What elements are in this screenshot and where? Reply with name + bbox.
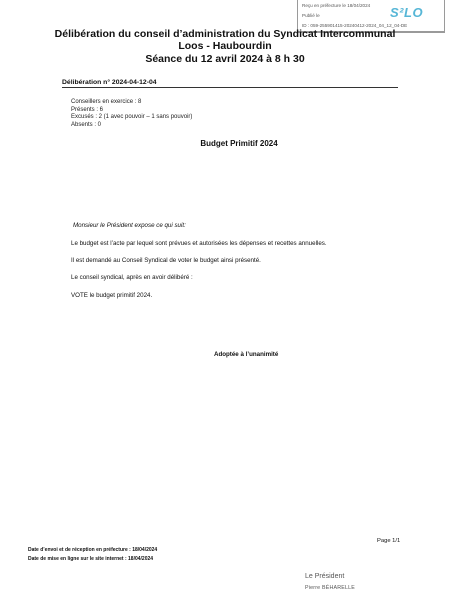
signer-role: Le Président: [305, 573, 345, 580]
page-number: Page 1/1: [377, 538, 401, 544]
body-intro: Monsieur le Président expose ce qui suit:: [73, 222, 186, 229]
body-paragraph-4: VOTE le budget primitif 2024.: [71, 292, 153, 299]
deliberation-number: Délibération n° 2024-04-12-04: [62, 79, 157, 86]
header-title: Délibération du conseil d’administration du Syndicat Intercommunal: [54, 28, 396, 40]
stamp-received: Reçu en préfecture le 18/04/2024: [302, 3, 371, 8]
body-paragraph-2: Il est demandé au Conseil Syndical de voter le budget ainsi présenté.: [71, 257, 261, 264]
divider: [62, 87, 398, 88]
header-location: Loos - Haubourdin: [178, 40, 272, 52]
excused-count: Excusés : 2 (1 avec pouvoir – 1 sans pouvoir): [71, 114, 193, 121]
body-paragraph-1: Le budget est l’acte par lequel sont prévues et autorisées les dépenses et recettes annuelles.: [71, 240, 327, 247]
adoption-result: Adoptée à l’unanimité: [214, 351, 279, 358]
header-session: Séance du 12 avril 2024 à 8 h 30: [145, 53, 305, 65]
body-paragraph-3: Le conseil syndical, après en avoir délibéré :: [71, 274, 193, 281]
attendance-block: [71, 99, 192, 129]
slo-logo-icon: S²LO: [390, 5, 424, 20]
stamp-id: ID : 059-255901415-20240412-2024_04_12_04-DE: [302, 23, 408, 28]
absent-count: Absents : 0: [71, 121, 102, 128]
councillors-in-office: Conseillers en exercice : 8: [71, 99, 142, 105]
footer-online-date: Date de mise en ligne sur le site internet : 18/04/2024: [28, 556, 154, 562]
subject-title: Budget Primitif 2024: [200, 139, 278, 148]
present-count: Présents : 6: [71, 106, 104, 113]
signer-name: Pierre BÉHARELLE: [305, 585, 356, 591]
footer-sent-date: Date d’envoi et de réception en préfecture : 18/04/2024: [28, 547, 158, 553]
stamp-published: Publié le: [302, 13, 320, 18]
